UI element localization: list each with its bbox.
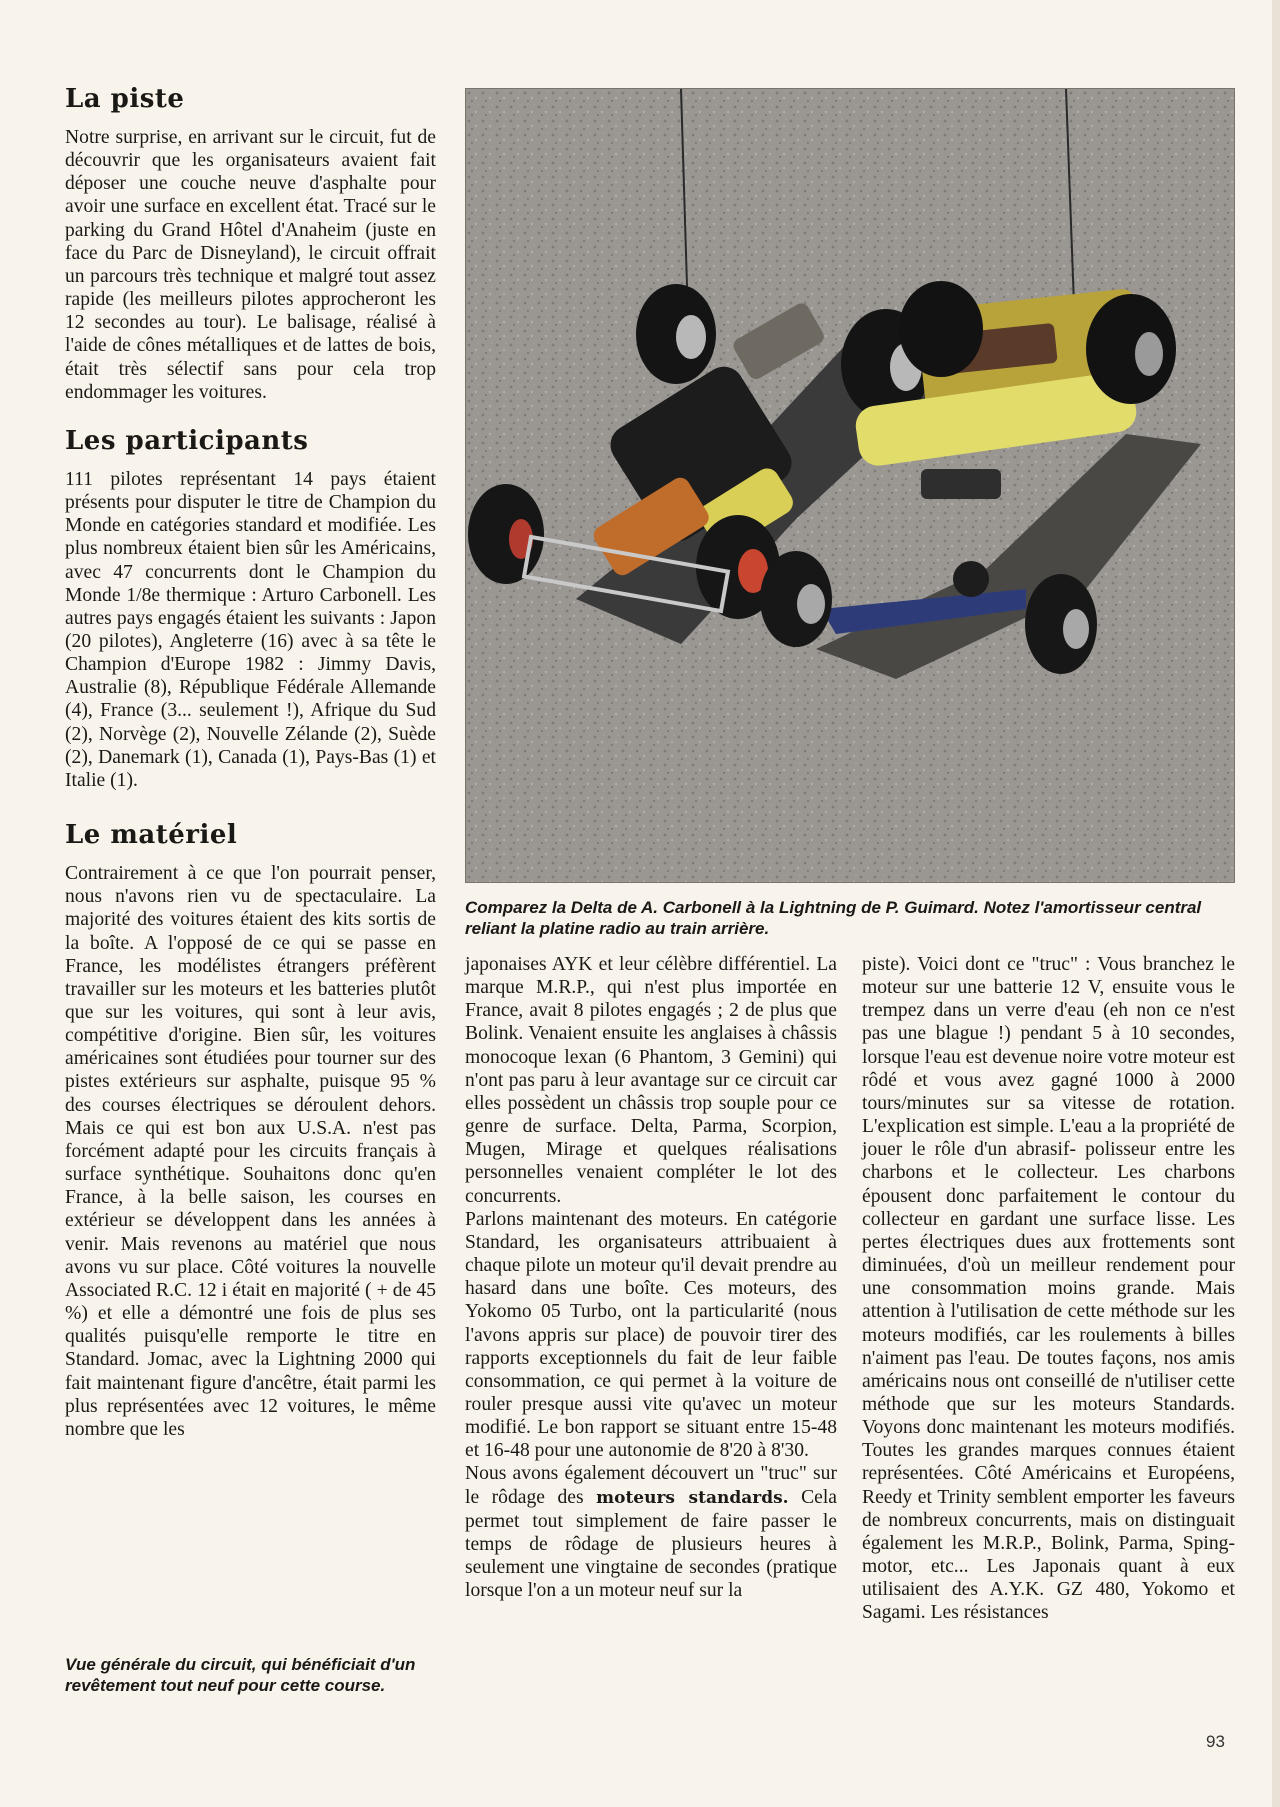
column-middle [465,953,837,1602]
column-right [862,953,1235,1625]
caption-photo: Comparez la Delta de A. Carbonell à la Lightning de P. Guimard. Notez l'amortisseur central reliant la platine radio au train arrière. [465,898,1202,938]
truc-text-end: Cela permet tout simplement de faire passer le temps de rôdage de plusieurs heures à seulement une vingtaine de secondes (pratique lorsque l'on a un moteur neuf sur la [465,1486,837,1602]
page-edge [1272,0,1280,1807]
paragraph-les-participants: 111 pilotes représentant 14 pays étaient présents pour disputer le titre de Champion du Monde en catégories standard et modifiée. Les plus nombreux étaient bien sûr les Américains, avec 47 concurrents dont le Champion du Monde 1/8e thermique : Arturo Carbonell. Les autres pays engagés étaient les suivants : Japon (20 pilotes), Angleterre (16) avec à sa tête le Champion d'Europe 1982 : Jimmy Davis, Australie (8), République Fédérale Allemande (4), France (3... seulement !), Afrique du Sud (2), Norvège (2), Nouvelle Zélande (2), Suède (2), Danemark (1), Canada (1), Pays-Bas (1) et Italie (1). [65,468,436,791]
paragraph-marques: japonaises AYK et leur célèbre différentiel. La marque M.R.P., qui n'est plus importée en France, avait 8 pilotes engagés ; 2 de plus que Bolink. Venaient ensuite les anglaises à châssis monocoque lexan (6 Phantom, 3 Gemini) qui n'ont pas paru à leur avantage sur ce circuit car elles possèdent un châssis trop souple pour ce genre de surface. Delta, Parma, Scorpion, Mugen, Mirage et quelques réalisations personnelles venaient compléter le lot des concurrents. [465,954,837,1207]
truc-text-start: Nous avons également découvert un "truc" sur le rôdage des [465,1463,837,1508]
column-left [65,84,436,1441]
heading-les-participants: Les participants [65,425,309,456]
paragraph-le-materiel: Contrairement à ce que l'on pourrait penser, nous n'avons rien vu de spectaculaire. La majorité des voitures étaient des kits sortis de la boîte. A l'opposé de ce qui se passe en France, les modélistes étrangers préfèrent travailler sur les moteurs et les batteries plutôt que sur les voitures, qui sont à leur avis, compétitive d'origine. Bien sûr, les voitures américaines sont étudiées pour tourner sur des pistes extérieurs sur asphalte, puisque 95 % des courses électriques se déroulent dehors. Mais ce qui est bon aux U.S.A. n'est pas forcément adapté pour les circuits français à surface synthétique. Souhaitons donc qu'en France, à la belle saison, les courses en extérieur se développent dans les années à venir. Mais revenons au matériel que nous avons vu sur place. Côté voitures la nouvelle Associated R.C. 12 i était en majorité ( + de 45 %) et elle a démontré une fois de plus ses qualités puisqu'elle remporte le titre en Standard. Jomac, avec la Lightning 2000 qui fait maintenant figure d'ancêtre, était parmi les plus représentées avec 12 voitures, le même nombre que les [65,863,436,1440]
caption-circuit: Vue générale du circuit, qui bénéficiait d'un revêtement tout neuf pour cette course. [65,1655,416,1695]
heading-le-materiel: Le matériel [65,820,238,851]
truc-text-bold: moteurs standards. [596,1487,789,1508]
paragraph-la-piste: Notre surprise, en arrivant sur le circuit, fut de découvrir que les organisateurs avaient fait déposer une couche neuve d'asphalte pour avoir une surface en excellent état. Tracé sur le parking du Grand Hôtel d'Anaheim (juste en face du Parc de Disneyland), le circuit offrait un parcours très technique et malgré tout assez rapide (les meilleurs pilotes approcheront les 12 secondes au tour). Le balisage, réalisé à l'aide de cônes métalliques et de lattes de bois, était très sélectif sans pour cela trop endommager les voitures. [65,127,436,403]
paragraph-rodage-moteurs: piste). Voici dont ce "truc" : Vous branchez le moteur sur une batterie 12 V, ensuite vous le trempez dans un verre d'eau (eh non ce n'est pas une blague !) pendant 5 à 10 secondes, lorsque l'eau est devenue noire votre moteur est rôdé et vous avez gagné 1000 à 2000 tours/minutes sur sa vitesse de rotation. L'explication est simple. L'eau a la propriété de jouer le rôle d'un abrasif- polisseur entre les charbons et le collecteur. Les charbons épousent donc parfaitement le contour du collecteur en gardant une surface lisse. Les pertes électriques dues aux frottements sont diminuées, d'où un meilleur rendement pour une consommation moins grande. Mais attention à l'utilisation de cette méthode sur les moteurs modifiés, car les roulements à billes n'aiment pas l'eau. De toutes façons, nos amis américains nous ont conseillé de n'utiliser cette méthode que sur les moteurs Standards. Voyons donc maintenant les moteurs modifiés. Toutes les grandes marques connues étaient représentées. Côté Américains et Européens, Reedy et Trinity semblent emporter les faveurs de nombreux concurrents, mais on distinguait également les M.R.P., Bolink, Parma, Sping-motor, etc... Les Japonais quant à eux utilisaient des A.Y.K. GZ 480, Yokomo et Sagami. Les résistances [862,954,1235,1624]
page-number: 93 [1206,1732,1225,1751]
paragraph-moteurs: Parlons maintenant des moteurs. En catégorie Standard, les organisateurs attribuaient à chaque pilote un moteur qu'il devait prendre au hasard dans une boîte. Ces moteurs, des Yokomo 05 Turbo, ont la particularité (nous l'avons appris sur place) de pouvoir tirer des rapports exceptionnels du fait de leur faible consommation, ce qui permet à la voiture de rouler presque aussi vite qu'avec un moteur modifié. Le bon rapport se situant entre 15-48 et 16-48 pour une autonomie de 8'20 à 8'30. [465,1208,837,1462]
heading-la-piste: La piste [65,84,185,114]
paragraph-truc [465,1462,837,1602]
cars-photo [465,88,1235,883]
